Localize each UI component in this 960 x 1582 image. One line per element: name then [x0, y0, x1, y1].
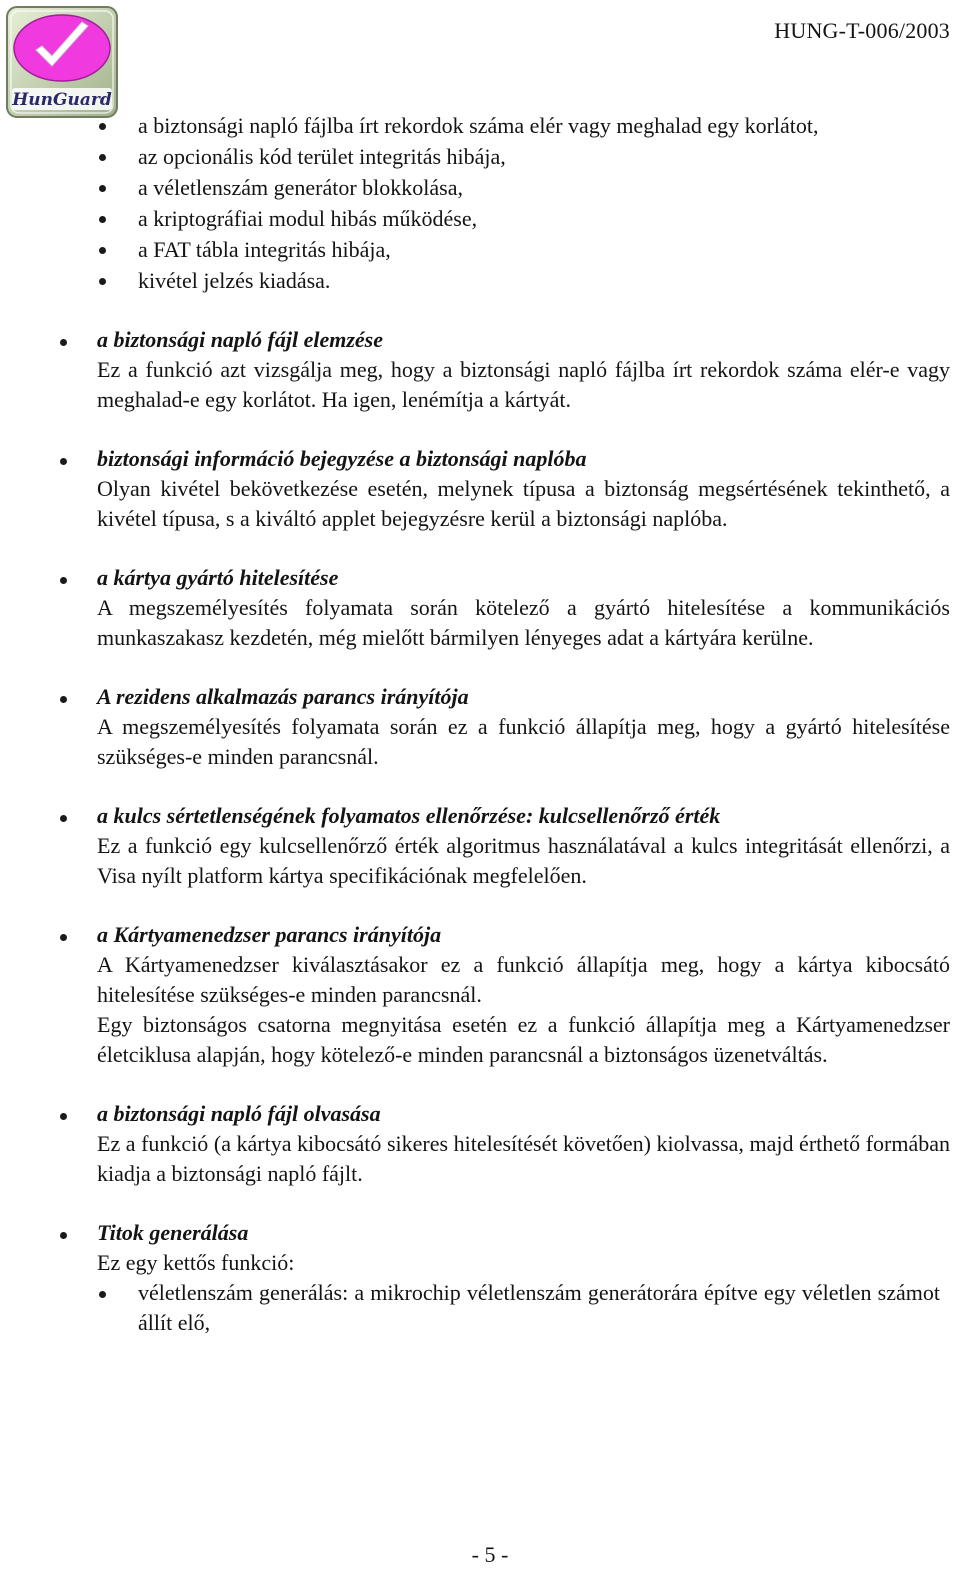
section-resident-app-dispatcher [0, 682, 960, 772]
section-title: a kártya gyártó hitelesítése [97, 565, 339, 590]
section-log-read [0, 1099, 960, 1189]
section-title: Titok generálása [97, 1220, 249, 1245]
svg-text:HunGuard: HunGuard [12, 90, 112, 110]
section-log-analysis [0, 325, 960, 415]
hunguard-logo [6, 6, 118, 118]
section-paragraph: Ez a funkció (a kártya kibocsátó sikeres hitelesítését követően) kiolvassa, majd érthető formában kiadja a biztonsági napló fájlt. [97, 1131, 950, 1186]
section-title: biztonsági információ bejegyzése a biztonsági naplóba [97, 446, 587, 471]
section-title: a biztonsági napló fájl elemzése [97, 327, 383, 352]
section-paragraph: Ez egy kettős funkció: [97, 1250, 295, 1275]
section-title: a biztonsági napló fájl olvasása [97, 1101, 381, 1126]
list-item: véletlenszám generálás: a mikrochip véletlenszám generátorára építve egy véletlen számot állít elő, [0, 1278, 950, 1338]
section-manufacturer-auth [0, 563, 960, 653]
list-item: a véletlenszám generátor blokkolása, [0, 172, 960, 203]
section-title: A rezidens alkalmazás parancs irányítója [97, 684, 469, 709]
list-item: kivétel jelzés kiadása. [0, 265, 960, 296]
page-number: - 5 - [471, 1542, 509, 1567]
list-item: az opcionális kód terület integritás hibája, [0, 141, 960, 172]
section-paragraph: A megszemélyesítés folyamata során ez a funkció állapítja meg, hogy a gyártó hitelesítése szükséges-e minden parancsnál. [97, 714, 950, 769]
section-security-log-entry [0, 444, 960, 534]
nested-list-wrapper [0, 1278, 950, 1338]
list-item: a biztonsági napló fájlba írt rekordok száma elér vagy meghalad egy korlátot, [0, 110, 960, 141]
list-item: a kriptográfiai modul hibás működése, [0, 203, 960, 234]
section-paragraph: A megszemélyesítés folyamata során kötelező a gyártó hitelesítése a kommunikációs munkaszakasz kezdetén, még mielőtt bármilyen lényeges adat a kártyára kerülne. [97, 595, 950, 650]
hunguard-logo-graphic [6, 6, 118, 118]
document-body [0, 110, 960, 1338]
section-paragraph: Olyan kivétel bekövetkezése esetén, melynek típusa a biztonság megsértésének tekinthető, a kivétel típusa, s a kiváltó applet bejegyzésre kerül a biztonsági naplóba. [97, 476, 950, 531]
section-paragraph: A Kártyamenedzser kiválasztásakor ez a funkció állapítja meg, hogy a kártya kibocsátó hitelesítése szükséges-e minden parancsnál. [97, 952, 950, 1007]
section-key-check-value [0, 801, 960, 891]
section-paragraph: Ez a funkció azt vizsgálja meg, hogy a biztonsági napló fájlba írt rekordok száma elér-e vagy meghalad-e egy korlátot. Ha igen, lenémítja a kártyát. [97, 357, 950, 412]
section-secret-generation [0, 1218, 960, 1338]
document-id: HUNG-T-006/2003 [774, 18, 950, 43]
section-card-manager-dispatcher [0, 920, 960, 1070]
section-paragraph: Egy biztonságos csatorna megnyitása esetén ez a funkció állapítja meg a Kártyamenedzser életciklusa alapján, hogy kötelező-e minden parancsnál a biztonságos üzenetváltás. [97, 1012, 950, 1067]
nested-list [0, 1278, 950, 1338]
section-title: a Kártyamenedzser parancs irányítója [97, 922, 442, 947]
list-item: a FAT tábla integritás hibája, [0, 234, 960, 265]
section-title: a kulcs sértetlenségének folyamatos ellenőrzése: kulcsellenőrző érték [97, 803, 721, 828]
section-paragraph: Ez a funkció egy kulcsellenőrző érték algoritmus használatával a kulcs integritását ellenőrzi, a Visa nyílt platform kártya specifikációnak megfelelően. [97, 833, 950, 888]
continuation-list [0, 110, 960, 296]
